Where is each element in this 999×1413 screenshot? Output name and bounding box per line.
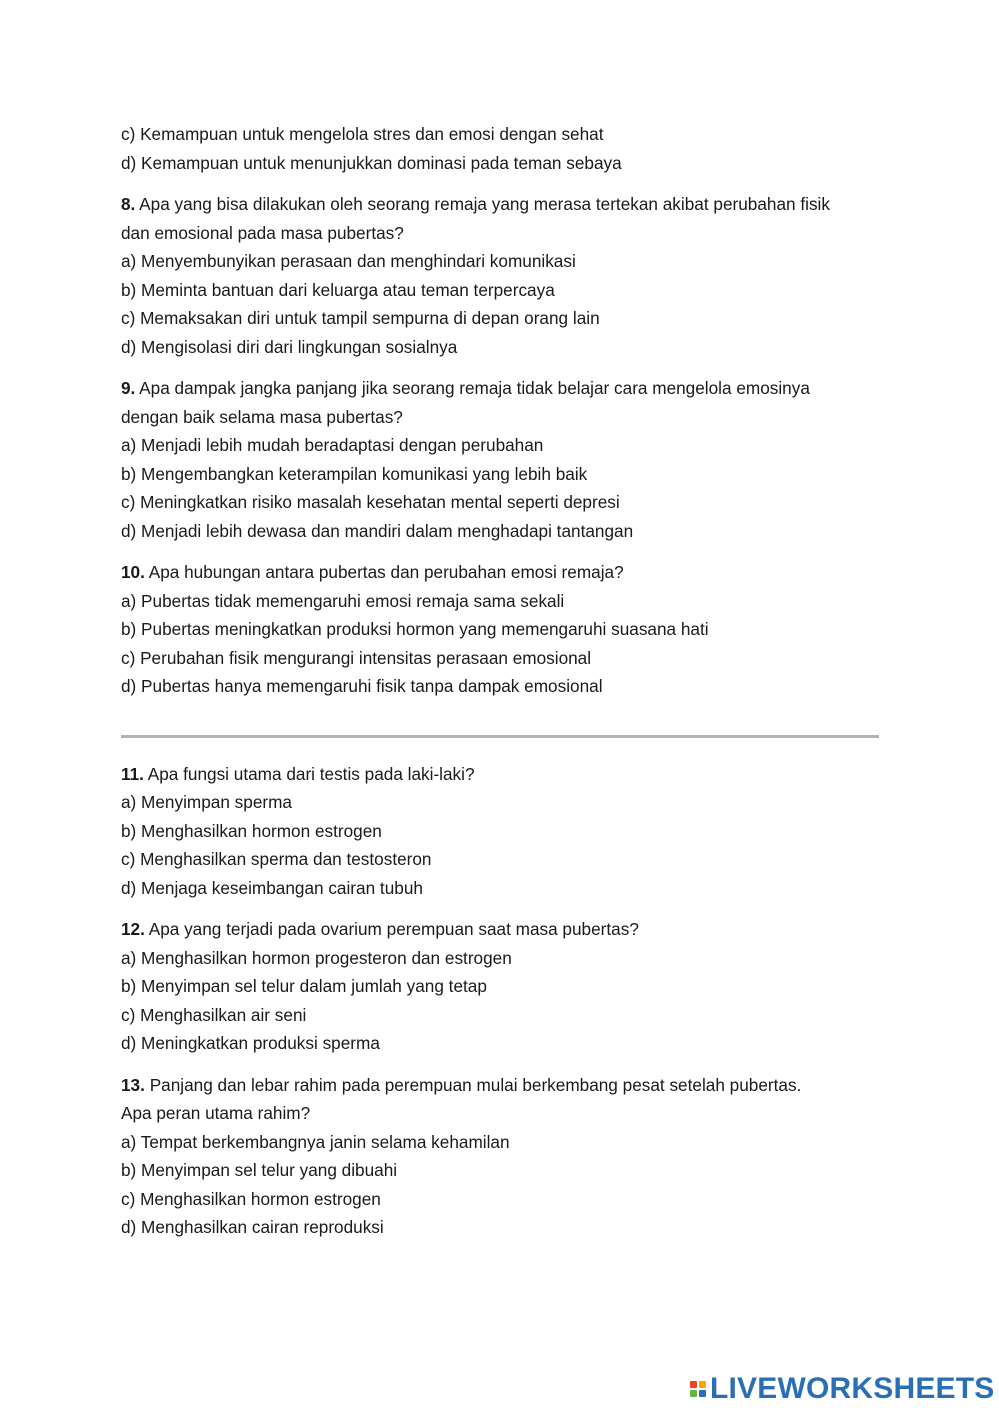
option-b: b) Menyimpan sel telur yang dibuahi — [121, 1160, 398, 1180]
question-number: 12. — [121, 919, 145, 939]
question-text: Panjang dan lebar rahim pada perempuan mulai berkembang pesat setelah pubertas. — [149, 1074, 802, 1095]
option-a: a) Menghasilkan hormon progesteron dan estrogen — [121, 947, 512, 968]
liveworksheets-logo-icon — [690, 1381, 706, 1397]
question-text: Apa dampak jangka panjang jika seorang remaja tidak belajar cara mengelola emosinya — [139, 378, 810, 398]
question-stem — [121, 1071, 881, 1100]
option-a: a) Pubertas tidak memengaruhi emosi remaja sama sekali — [121, 590, 565, 611]
question-stem — [121, 190, 881, 219]
option-b: b) Meminta bantuan dari keluarga atau teman terpercaya — [121, 279, 555, 300]
option-c: c) Menghasilkan air seni — [121, 1004, 307, 1025]
intro-options — [121, 120, 881, 177]
question-text: Apa hubungan antara pubertas dan perubahan emosi remaja? — [148, 562, 624, 582]
question-text-cont: Apa peran utama rahim? — [121, 1103, 311, 1123]
logo-text: LIVEWORKSHEETS — [710, 1372, 995, 1405]
question-stem — [121, 558, 881, 587]
option-c: c) Perubahan fisik mengurangi intensitas perasaan emosional — [121, 647, 592, 668]
question-number: 13. — [121, 1074, 145, 1095]
question-stem — [121, 760, 881, 789]
option-d: d) Kemampuan untuk menunjukkan dominasi pada teman sebaya — [121, 152, 622, 173]
question-text: Apa yang terjadi pada ovarium perempuan saat masa pubertas? — [148, 919, 639, 939]
option-a: a) Menjadi lebih mudah beradaptasi dengan perubahan — [121, 435, 544, 455]
question-number: 11. — [121, 763, 144, 784]
question-text: Apa yang bisa dilakukan oleh seorang remaja yang merasa tertekan akibat perubahan fisik — [139, 194, 830, 214]
liveworksheets-logo[interactable] — [690, 1372, 995, 1406]
question-8 — [121, 190, 881, 361]
question-stem — [121, 374, 881, 403]
question-10 — [121, 558, 881, 701]
question-11 — [121, 760, 881, 903]
option-d: d) Pubertas hanya memengaruhi fisik tanpa dampak emosional — [121, 676, 603, 696]
option-a: a) Menyimpan sperma — [121, 792, 292, 812]
section-divider — [121, 735, 879, 738]
question-number: 10. — [121, 562, 145, 582]
option-b: b) Menyimpan sel telur dalam jumlah yang tetap — [121, 976, 487, 996]
option-d: d) Mengisolasi diri dari lingkungan sosialnya — [121, 336, 458, 357]
question-9 — [121, 374, 881, 545]
option-d: d) Menjadi lebih dewasa dan mandiri dalam menghadapi tantangan — [121, 520, 634, 541]
option-d: d) Menjaga keseimbangan cairan tubuh — [121, 877, 423, 898]
question-text: Apa fungsi utama dari testis pada laki-laki? — [147, 763, 475, 784]
question-12 — [121, 915, 881, 1058]
question-text-cont: dan emosional pada masa pubertas? — [121, 222, 404, 243]
option-c: c) Menghasilkan sperma dan testosteron — [121, 849, 432, 869]
option-c: c) Memaksakan diri untuk tampil sempurna di depan orang lain — [121, 308, 600, 328]
question-text-cont: dengan baik selama masa pubertas? — [121, 406, 403, 427]
question-number: 9. — [121, 378, 136, 398]
option-b: b) Pubertas meningkatkan produksi hormon yang memengaruhi suasana hati — [121, 619, 709, 639]
option-b: b) Mengembangkan keterampilan komunikasi yang lebih baik — [121, 463, 588, 484]
option-c: c) Kemampuan untuk mengelola stres dan emosi dengan sehat — [121, 124, 604, 144]
option-d: d) Meningkatkan produksi sperma — [121, 1033, 380, 1053]
question-stem — [121, 915, 881, 944]
question-number: 8. — [121, 194, 136, 214]
option-c: c) Menghasilkan hormon estrogen — [121, 1188, 381, 1209]
option-a: a) Tempat berkembangnya janin selama kehamilan — [121, 1131, 510, 1152]
question-13 — [121, 1071, 881, 1242]
option-d: d) Menghasilkan cairan reproduksi — [121, 1217, 384, 1237]
worksheet-page — [121, 120, 881, 1242]
option-c: c) Meningkatkan risiko masalah kesehatan mental seperti depresi — [121, 492, 620, 512]
option-b: b) Menghasilkan hormon estrogen — [121, 820, 382, 841]
option-a: a) Menyembunyikan perasaan dan menghindari komunikasi — [121, 251, 576, 271]
